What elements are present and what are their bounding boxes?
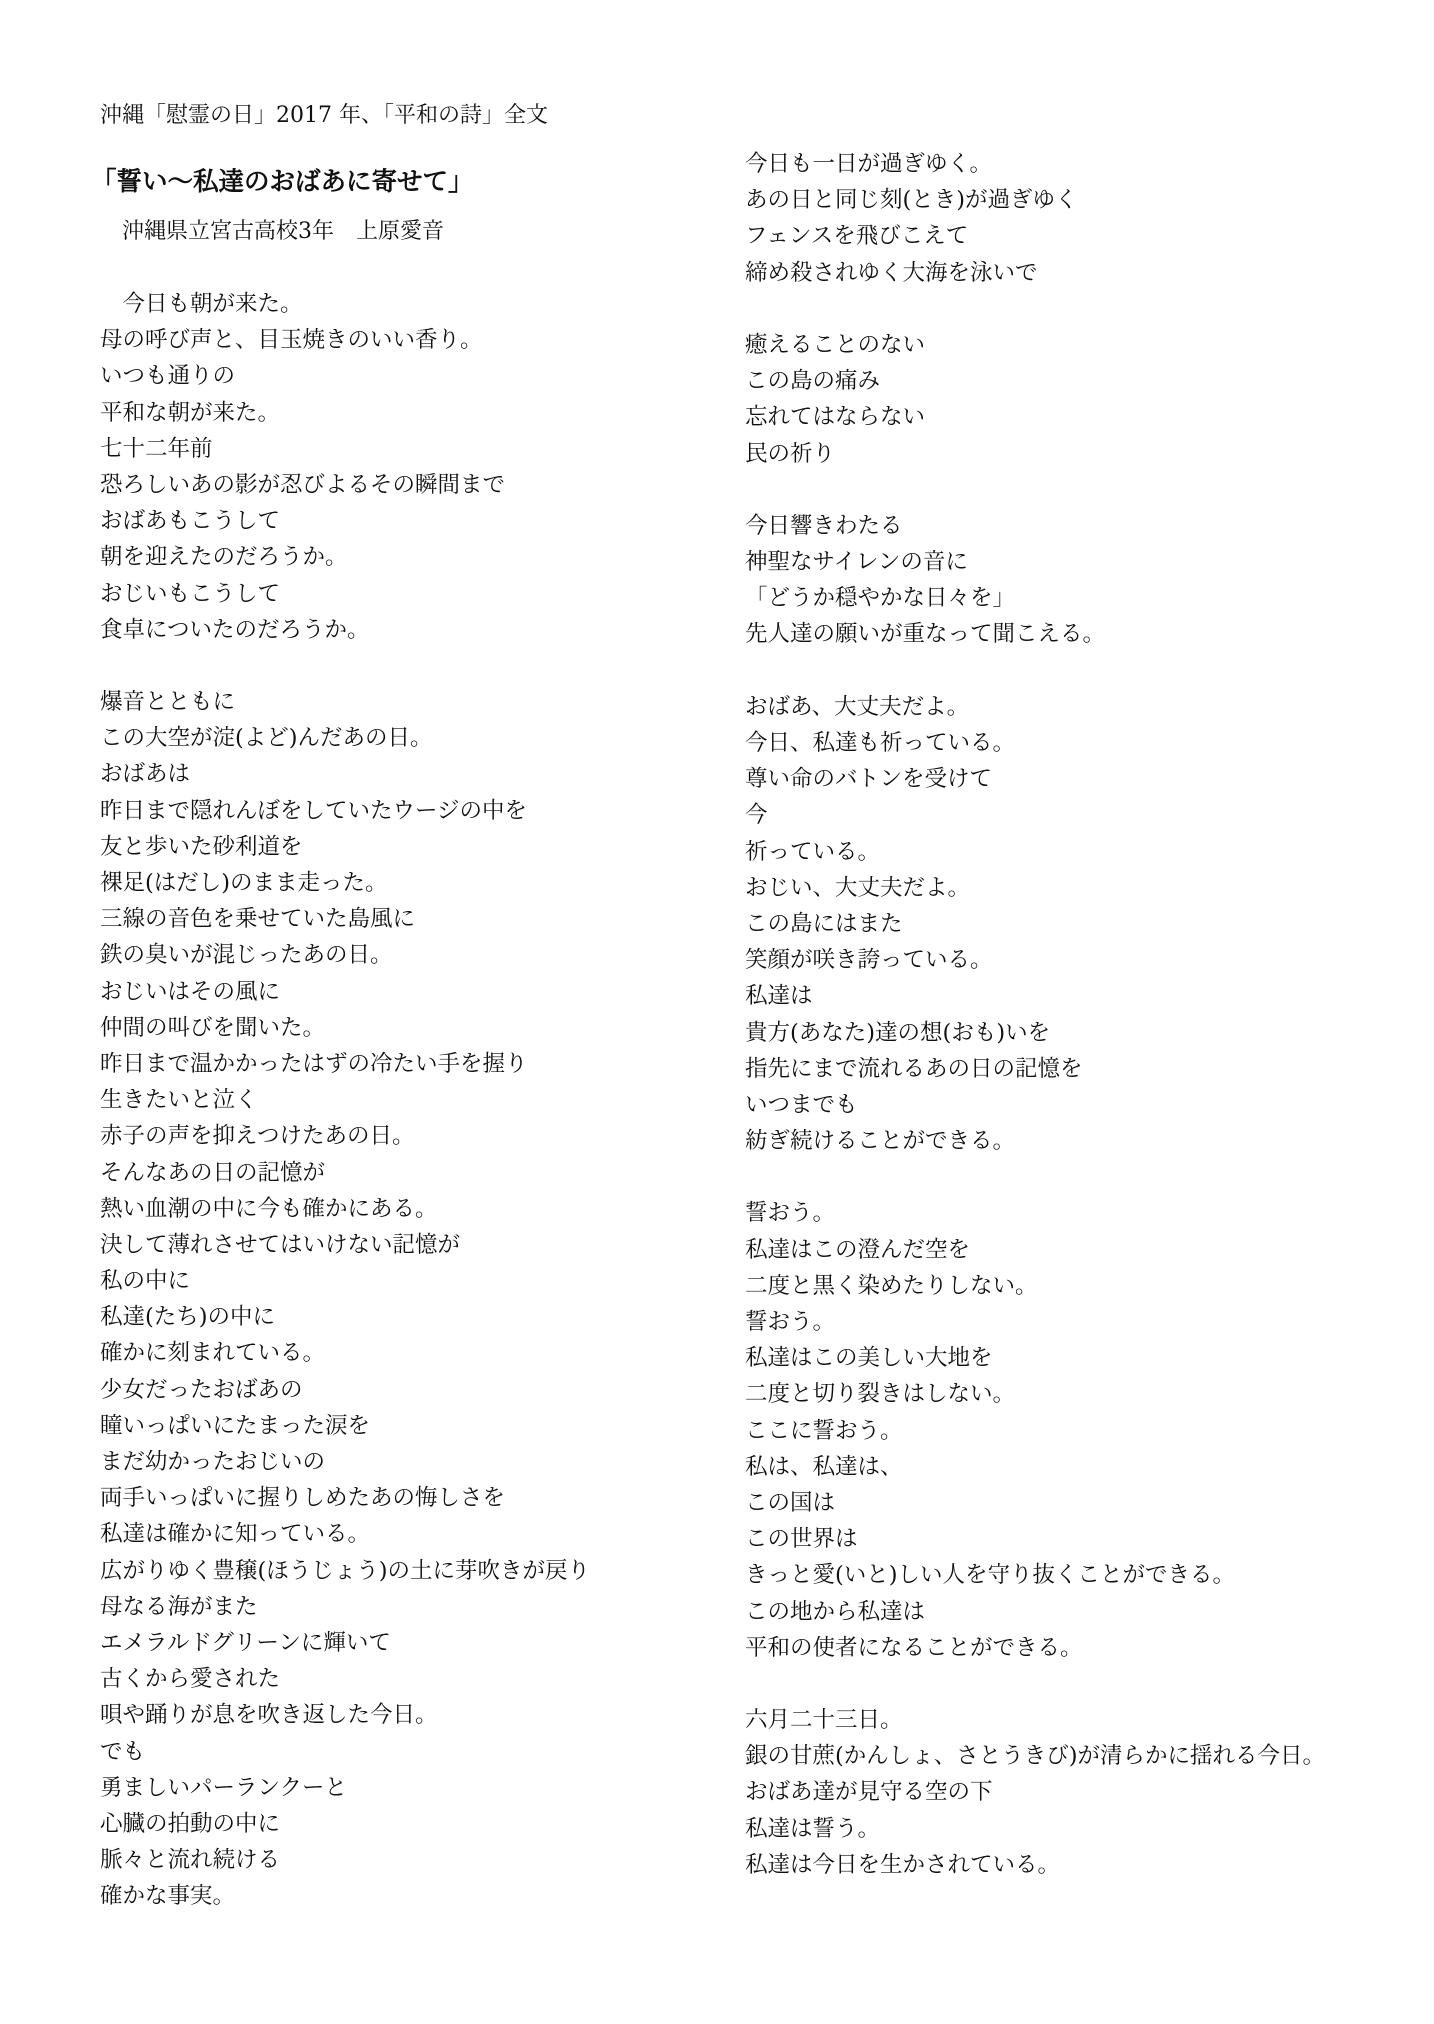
poem-author: 沖縄県立宮古高校3年 上原愛音 — [100, 219, 444, 244]
poem-column-right — [745, 146, 1405, 1883]
poem-line: 昨日まで隠れんぼをしていたウージの中を — [100, 797, 528, 824]
poem-line: 裸足(はだし)のまま走った。 — [100, 870, 388, 896]
poem-line: おじいもこうして — [100, 580, 281, 607]
poem-line: この島の痛み — [745, 368, 881, 395]
poem-line: おばあ達が見守る空の下 — [745, 1779, 993, 1806]
poem-line: 赤子の声を抑えつけたあの日。 — [100, 1123, 415, 1150]
poem-line: 今日も一日が過ぎゆく。 — [745, 151, 993, 177]
poem-line: 確かな事実。 — [100, 1883, 236, 1910]
poem-line: いつまでも — [745, 1091, 858, 1118]
poem-line: エメラルドグリーンに輝いて — [100, 1629, 391, 1656]
poem-line: おじい、大丈夫だよ。 — [745, 874, 971, 901]
poem-line: 七十二年前 — [100, 435, 213, 462]
poem-line: 私達はこの澄んだ空を — [745, 1236, 971, 1263]
poem-line: おじいはその風に — [100, 978, 281, 1005]
poem-line: 私達は — [745, 983, 813, 1010]
poem-line: 勇ましいパーランクーと — [100, 1774, 348, 1801]
poem-line: おばあ、大丈夫だよ。 — [745, 693, 970, 720]
poem-line: 瞳いっぱいにたまった涙を — [100, 1412, 371, 1439]
poem-line: 癒えることのない — [745, 331, 926, 358]
poem-line: 今日、私達も祈っている。 — [745, 730, 1016, 756]
poem-column-left — [100, 286, 730, 1914]
poem-line: 両手いっぱいに握りしめたあの悔しさを — [100, 1485, 506, 1512]
poem-line: 少女だったおばあの — [100, 1376, 303, 1403]
poem-line: 神聖なサイレンの音に — [745, 549, 968, 576]
poem-line — [745, 1159, 1405, 1195]
poem-line: 決して薄れさせてはいけない記憶が — [100, 1231, 461, 1258]
poem-line: この国は — [745, 1489, 836, 1516]
poem-line: 締め殺されゆく大海を泳いで — [745, 259, 1038, 286]
poem-line: この世界は — [745, 1526, 858, 1553]
poem-line: 誓おう。 — [745, 1309, 836, 1335]
poem-line: 母の呼び声と、目玉焼きのいい香り。 — [100, 327, 483, 354]
poem-line: 指先にまで流れるあの日の記憶を — [745, 1055, 1083, 1082]
poem-line: きっと愛(いと)しい人を守り抜くことができる。 — [745, 1562, 1236, 1589]
poem-line — [745, 1666, 1405, 1702]
poem-line: でも — [100, 1738, 146, 1765]
poem-line: 今日も朝が来た。 — [100, 291, 303, 317]
document-header: 沖縄「慰霊の日」2017 年、「平和の詩」全文 — [100, 103, 548, 128]
poem-line: 昨日まで温かかったはずの冷たい手を握り — [100, 1050, 528, 1077]
poem-line: 広がりゆく豊穣(ほうじょう)の土に芽吹きが戻り — [100, 1557, 591, 1584]
poem-line: 誓おう。 — [745, 1200, 836, 1227]
poem-line: この大空が淀(よど)んだあの日。 — [100, 725, 433, 752]
poem-line — [745, 291, 1405, 327]
poem-line: 民の祈り — [745, 440, 836, 467]
poem-line: 私達は今日を生かされている。 — [745, 1851, 1061, 1878]
poem-line: この島にはまた — [745, 910, 903, 937]
poem-line: 心臓の拍動の中に — [100, 1810, 281, 1837]
poem-line: 祈っている。 — [745, 838, 881, 865]
poem-line: まだ幼かったおじいの — [100, 1449, 326, 1475]
poem-line: 友と歩いた砂利道を — [100, 833, 303, 860]
poem-line: 母なる海がまた — [100, 1593, 258, 1620]
poem-line: 脈々と流れ続ける — [100, 1847, 281, 1874]
poem-line: この地から私達は — [745, 1598, 926, 1625]
poem-line: おばあもこうして — [100, 508, 281, 535]
poem-line: 平和の使者になることができる。 — [745, 1634, 1083, 1661]
poem-line: 朝を迎えたのだろうか。 — [100, 544, 348, 571]
poem-line: 食卓についたのだろうか。 — [100, 616, 370, 643]
poem-line: 恐ろしいあの影が忍びよるその瞬間まで — [100, 471, 506, 498]
poem-line: 生きたいと泣く — [100, 1087, 258, 1114]
poem-line: 古くから愛された — [100, 1666, 281, 1693]
poem-line — [745, 653, 1405, 689]
poem-line: 鉄の臭いが混じったあの日。 — [100, 942, 393, 969]
poem-line: 「どうか穏やかな日々を」 — [745, 585, 1016, 612]
poem-line: おばあは — [100, 761, 191, 788]
poem-line: 貴方(あなた)達の想(おも)いを — [745, 1019, 1051, 1046]
poem-line: 笑顔が咲き誇っている。 — [745, 947, 993, 974]
poem-line: 二度と切り裂きはしない。 — [745, 1381, 1016, 1408]
poem-line: 爆音とともに — [100, 689, 236, 716]
poem-line: 忘れてはならない — [745, 404, 926, 431]
poem-line: 三線の音色を乗せていた島風に — [100, 906, 416, 933]
poem-line: 私は、私達は、 — [745, 1453, 903, 1480]
poem-line: 今 — [745, 802, 768, 829]
poem-line: 私の中に — [100, 1268, 191, 1295]
poem-line: 二度と黒く染めたりしない。 — [745, 1272, 1038, 1299]
poem-line: 銀の甘蔗(かんしょ、さとうきび)が清らかに揺れる今日。 — [745, 1743, 1326, 1770]
poem-line: 私達は誓う。 — [745, 1815, 881, 1842]
poem-line: 確かに刻まれている。 — [100, 1340, 326, 1367]
poem-title: 「誓い〜私達のおばあに寄せて」 — [91, 167, 474, 197]
poem-line: 熱い血潮の中に今も確かにある。 — [100, 1195, 438, 1222]
poem-line: 六月二十三日。 — [745, 1707, 903, 1734]
poem-line: 先人達の願いが重なって聞こえる。 — [745, 621, 1106, 648]
poem-line: 今日響きわたる — [745, 512, 903, 539]
poem-line: ここに誓おう。 — [745, 1417, 903, 1444]
poem-line: 私達は確かに知っている。 — [100, 1521, 371, 1548]
poem-line: あの日と同じ刻(とき)が過ぎゆく — [745, 187, 1078, 214]
poem-line — [100, 648, 730, 684]
poem-line: 私達はこの美しい大地を — [745, 1345, 993, 1372]
poem-line: 仲間の叫びを聞いた。 — [100, 1014, 326, 1041]
poem-line: フェンスを飛びこえて — [745, 223, 969, 250]
poem-line: 尊い命のバトンを受けて — [745, 766, 993, 793]
poem-line — [745, 472, 1405, 508]
poem-line: 私達(たち)の中に — [100, 1304, 276, 1331]
poem-line: 紡ぎ続けることができる。 — [745, 1128, 1016, 1155]
poem-line: 唄や踊りが息を吹き返した今日。 — [100, 1702, 438, 1729]
poem-line: いつも通りの — [100, 363, 236, 390]
poem-line: そんなあの日の記憶が — [100, 1159, 326, 1186]
poem-line: 平和な朝が来た。 — [100, 399, 281, 426]
